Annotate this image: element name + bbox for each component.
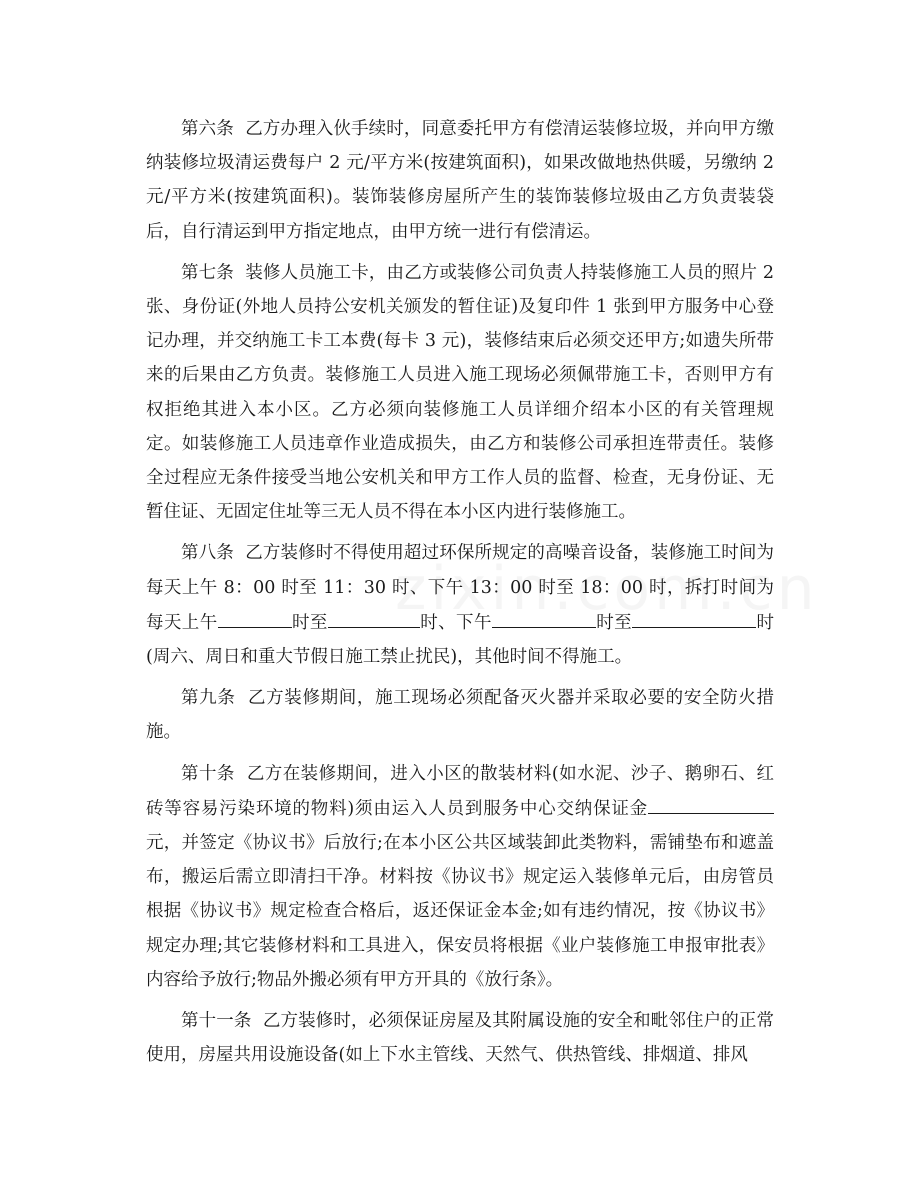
article-9 bbox=[146, 681, 774, 749]
article-number: 第九条 bbox=[181, 688, 236, 709]
article-text: 时(周六、周日和重大节假日施工禁止扰民)，其他时间不得施工。 bbox=[146, 612, 774, 668]
article-text: 元，并签定《协议书》后放行;在本小区公共区域装卸此类物料，需铺垫布和遮盖布，搬运后需立即清扫干净。材料按《协议书》规定运入装修单元后，由房管员根据《协议书》规定检查合格后，返还保证金本金;如有违约情况，按《协议书》规定办理;其它装修材料和工具进入，保安员将根据《业户装修施工申报审批表》内容给予放行;物品外搬必须有甲方开具的《放行条》。 bbox=[146, 833, 774, 990]
article-text: 乙方在装修期间，进入小区的散装材料(如水泥、沙子、鹅卵石、红砖等容易污染环境的物料)须由运入人员到服务中心交纳保证金 bbox=[146, 763, 774, 819]
article-number: 第八条 bbox=[181, 543, 234, 564]
article-number: 第十一条 bbox=[181, 1011, 252, 1032]
article-10 bbox=[146, 757, 774, 997]
article-11 bbox=[146, 1004, 774, 1072]
article-number: 第十条 bbox=[181, 763, 235, 784]
article-text: 时至 bbox=[291, 612, 328, 633]
article-text: 乙方装修时，必须保证房屋及其附属设施的安全和毗邻住户的正常使用，房屋共用设施设备(如上下水主管线、天然气、供热管线、排烟道、排风 bbox=[146, 1011, 774, 1066]
article-text: 时、下午 bbox=[419, 612, 492, 633]
article-7 bbox=[146, 256, 774, 530]
fill-blank bbox=[632, 605, 756, 628]
article-text: 乙方装修期间，施工现场必须配备灭火器并采取必要的安全防火措施。 bbox=[146, 688, 774, 743]
article-text: 乙方装修时不得使用超过环保所规定的高噪音设备，装修施工时间为每天上午 8：00 时至 11：30 时、下午 13：00 时至 18：00 时，拆打时间为每天上午 bbox=[146, 543, 774, 633]
article-number: 第七条 bbox=[181, 262, 234, 283]
article-number: 第六条 bbox=[181, 119, 234, 139]
article-text: 乙方办理入伙手续时，同意委托甲方有偿清运装修垃圾，并向甲方缴纳装修垃圾清运费每户 2 元/平方米(按建筑面积)，如果改做地热供暖，另缴纳 2 元/平方米(按建筑面积)。装饰装修房屋所产生的装饰装修垃圾由乙方负责装袋后，自行清运到甲方指定地点，由甲方统一进行有偿清运。 bbox=[146, 119, 774, 242]
fill-blank bbox=[648, 791, 774, 814]
article-8 bbox=[146, 536, 774, 674]
fill-blank bbox=[328, 605, 420, 628]
fill-blank bbox=[218, 605, 292, 628]
fill-blank bbox=[492, 605, 596, 628]
document-body bbox=[146, 112, 774, 1079]
article-text: 时至 bbox=[595, 612, 633, 633]
article-6 bbox=[146, 112, 774, 249]
article-text: 装修人员施工卡，由乙方或装修公司负责人持装修施工人员的照片 2 张、身份证(外地人员持公安机关颁发的暂住证)及复印件 1 张到甲方服务中心登记办理，并交纳施工卡工本费(每卡 3 元)，装修结束后必须交还甲方;如遗失所带来的后果由乙方负责。装修施工人员进入施工现场必须佩带施工卡，否则甲方有权拒绝其进入本小区。乙方必须向装修施工人员详细介绍本小区的有关管理规定。如装修施工人员违章作业造成损失，由乙方和装修公司承担连带责任。装修全过程应无条件接受当地公安机关和甲方工作人员的监督、检查，无身份证、无暂住证、无固定住址等三无人员不得在本小区内进行装修施工。 bbox=[146, 262, 774, 523]
